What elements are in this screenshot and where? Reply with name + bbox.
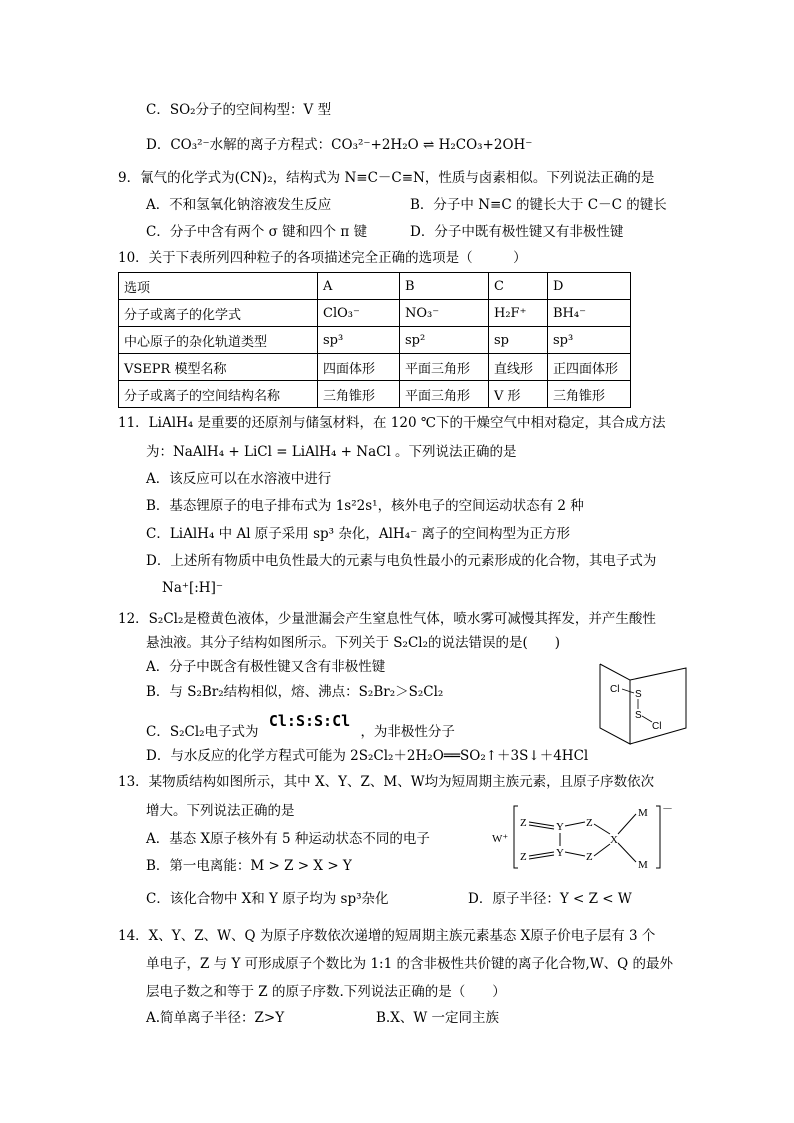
- q14-option-a: A.简单离子半径：Z>Y: [146, 1010, 285, 1026]
- fig-z2: Z: [520, 851, 527, 863]
- table-cell: sp³: [318, 327, 400, 354]
- q11-option-b: B．基态锂原子的电子排布式为 1s²2s¹，核外电子的空间运动状态有 2 种: [146, 498, 584, 514]
- q13-option-a: A．基态 X原子核外有 5 种运动状态不同的电子: [146, 831, 430, 847]
- q14-stem-line2: 单电子，Z 与 Y 可形成原子个数比为 1:1 的含非极性共价键的离子化合物,W、Q 的最外: [146, 956, 673, 972]
- q10-stem: 10．关于下表所列四种粒子的各项描述完全正确的选项是（ ）: [118, 250, 527, 266]
- table-row: [119, 381, 631, 408]
- table-cell: sp²: [400, 327, 489, 354]
- fig-charge: －: [662, 803, 673, 815]
- table-cell: 三角锥形: [548, 381, 631, 408]
- q11-option-d-formula: Na⁺[:H]⁻: [162, 580, 223, 596]
- fig-x: X: [610, 834, 618, 846]
- q9-option-b: B．分子中 N≡C 的键长大于 C－C 的键长: [410, 197, 667, 213]
- table-cell: VSEPR 模型名称: [119, 354, 318, 381]
- fig-m2: M: [638, 859, 648, 871]
- fig-s-bottom: S: [635, 710, 642, 721]
- fig-y2: Y: [556, 847, 564, 859]
- table-cell: ClO₃⁻: [318, 300, 400, 327]
- fig-z4: Z: [586, 851, 593, 863]
- fig-cl-left: Cl: [610, 684, 620, 695]
- table-cell: 直线形: [489, 354, 548, 381]
- q13-option-d: D．原子半径：Y < Z < W: [468, 891, 632, 907]
- q10-table: [118, 272, 631, 408]
- fig-y1: Y: [556, 821, 564, 833]
- table-header-row: [119, 273, 631, 300]
- q12-option-a: A．分子中既含有极性键又含有非极性键: [146, 659, 386, 675]
- fig-z3: Z: [586, 817, 593, 829]
- q12-option-d: D．与水反应的化学方程式可能为 2S₂Cl₂＋2H₂O══SO₂↑＋3S↓＋4HCl: [146, 748, 589, 764]
- table-cell: 分子或离子的化学式: [119, 300, 318, 327]
- q11-option-a: A．该反应可以在水溶液中进行: [146, 471, 332, 487]
- fig-z1: Z: [520, 817, 527, 829]
- q11-stem-line1: 11．LiAlH₄ 是重要的还原剂与储氢材料，在 120 ℃下的干燥空气中相对稳定，其合成方法: [118, 415, 666, 431]
- fig-m1: M: [638, 807, 648, 819]
- table-cell: D: [548, 273, 631, 300]
- q9-option-a: A．不和氢氧化钠溶液发生反应: [146, 197, 332, 213]
- table-cell: 四面体形: [318, 354, 400, 381]
- q13-option-c: C．该化合物中 X和 Y 原子均为 sp³杂化: [146, 891, 389, 907]
- q12-option-b: B．与 S₂Br₂结构相似，熔、沸点：S₂Br₂＞S₂Cl₂: [146, 684, 444, 700]
- q12-electron-formula: Cl:S:S:Cl: [268, 712, 351, 730]
- table-cell: 选项: [119, 273, 318, 300]
- table-row: [119, 354, 631, 381]
- fig-s-top: S: [635, 689, 642, 700]
- table-cell: BH₄⁻: [548, 300, 631, 327]
- q14-option-b: B.X、W 一定同主族: [376, 1010, 499, 1026]
- table-cell: sp: [489, 327, 548, 354]
- table-cell: 正四面体形: [548, 354, 631, 381]
- q12-option-c-prefix: C．S₂Cl₂电子式为: [146, 724, 259, 740]
- table-cell: V 形: [489, 381, 548, 408]
- table-cell: B: [400, 273, 489, 300]
- q13-stem-line2: 增大。下列说法正确的是: [146, 803, 295, 819]
- table-row: [119, 300, 631, 327]
- s2cl2-structure-diagram: [592, 650, 688, 746]
- table-cell: H₂F⁺: [489, 300, 548, 327]
- table-cell: C: [489, 273, 548, 300]
- q12-option-c-suffix: ，为非极性分子: [360, 724, 455, 740]
- q8-option-d: D．CO₃²⁻水解的离子方程式：CO₃²⁻+2H₂O ⇌ H₂CO₃+2OH⁻: [146, 137, 533, 153]
- q9-option-c: C．分子中含有两个 σ 键和四个 π 键: [146, 224, 368, 240]
- q8-option-c: C．SO₂分子的空间构型：V 型: [146, 102, 332, 118]
- q11-option-c: C．LiAlH₄ 中 Al 原子采用 sp³ 杂化，AlH₄⁻ 离子的空间构型为正方形: [146, 526, 571, 542]
- q12-stem-line2: 悬浊液。其分子结构如图所示。下列关于 S₂Cl₂的说法错误的是( ): [146, 635, 561, 651]
- table-cell: A: [318, 273, 400, 300]
- q14-stem-line3: 层电子数之和等于 Z 的原子序数.下列说法正确的是（ ）: [146, 984, 506, 1000]
- fig-cl-right: Cl: [652, 721, 662, 732]
- q11-stem-line2: 为：NaAlH₄ + LiCl = LiAlH₄ + NaCl 。下列说法正确的是: [146, 444, 517, 460]
- q9-stem: 9．氰气的化学式为(CN)₂，结构式为 N≡C－C≡N，性质与卤素相似。下列说法正确的是: [118, 170, 655, 186]
- table-cell: sp³: [548, 327, 631, 354]
- fig-w-cation: W⁺: [492, 833, 509, 845]
- table-cell: 三角锥形: [318, 381, 400, 408]
- q13-stem-line1: 13．某物质结构如图所示，其中 X、Y、Z、M、W均为短周期主族元素，且原子序数依次: [118, 774, 655, 790]
- table-cell: 中心原子的杂化轨道类型: [119, 327, 318, 354]
- table-row: [119, 327, 631, 354]
- table-cell: NO₃⁻: [400, 300, 489, 327]
- q13-option-b: B．第一电离能：M > Z > X > Y: [146, 858, 352, 874]
- table-cell: 平面三角形: [400, 354, 489, 381]
- q12-option-c: [146, 712, 455, 741]
- table-cell: 平面三角形: [400, 381, 489, 408]
- q9-option-d: D．分子中既有极性键又有非极性键: [410, 224, 624, 240]
- table-cell: 分子或离子的空间结构名称: [119, 381, 318, 408]
- q13-structure-diagram: [490, 802, 678, 872]
- q14-stem-line1: 14．X、Y、Z、W、Q 为原子序数依次递增的短周期主族元素基态 X原子价电子层有 3 个: [118, 928, 656, 944]
- q12-stem-line1: 12．S₂Cl₂是橙黄色液体，少量泄漏会产生窒息性气体，喷水雾可减慢其挥发，并产生酸性: [118, 611, 656, 627]
- q11-option-d: D．上述所有物质中电负性最大的元素与电负性最小的元素形成的化合物，其电子式为: [146, 553, 657, 569]
